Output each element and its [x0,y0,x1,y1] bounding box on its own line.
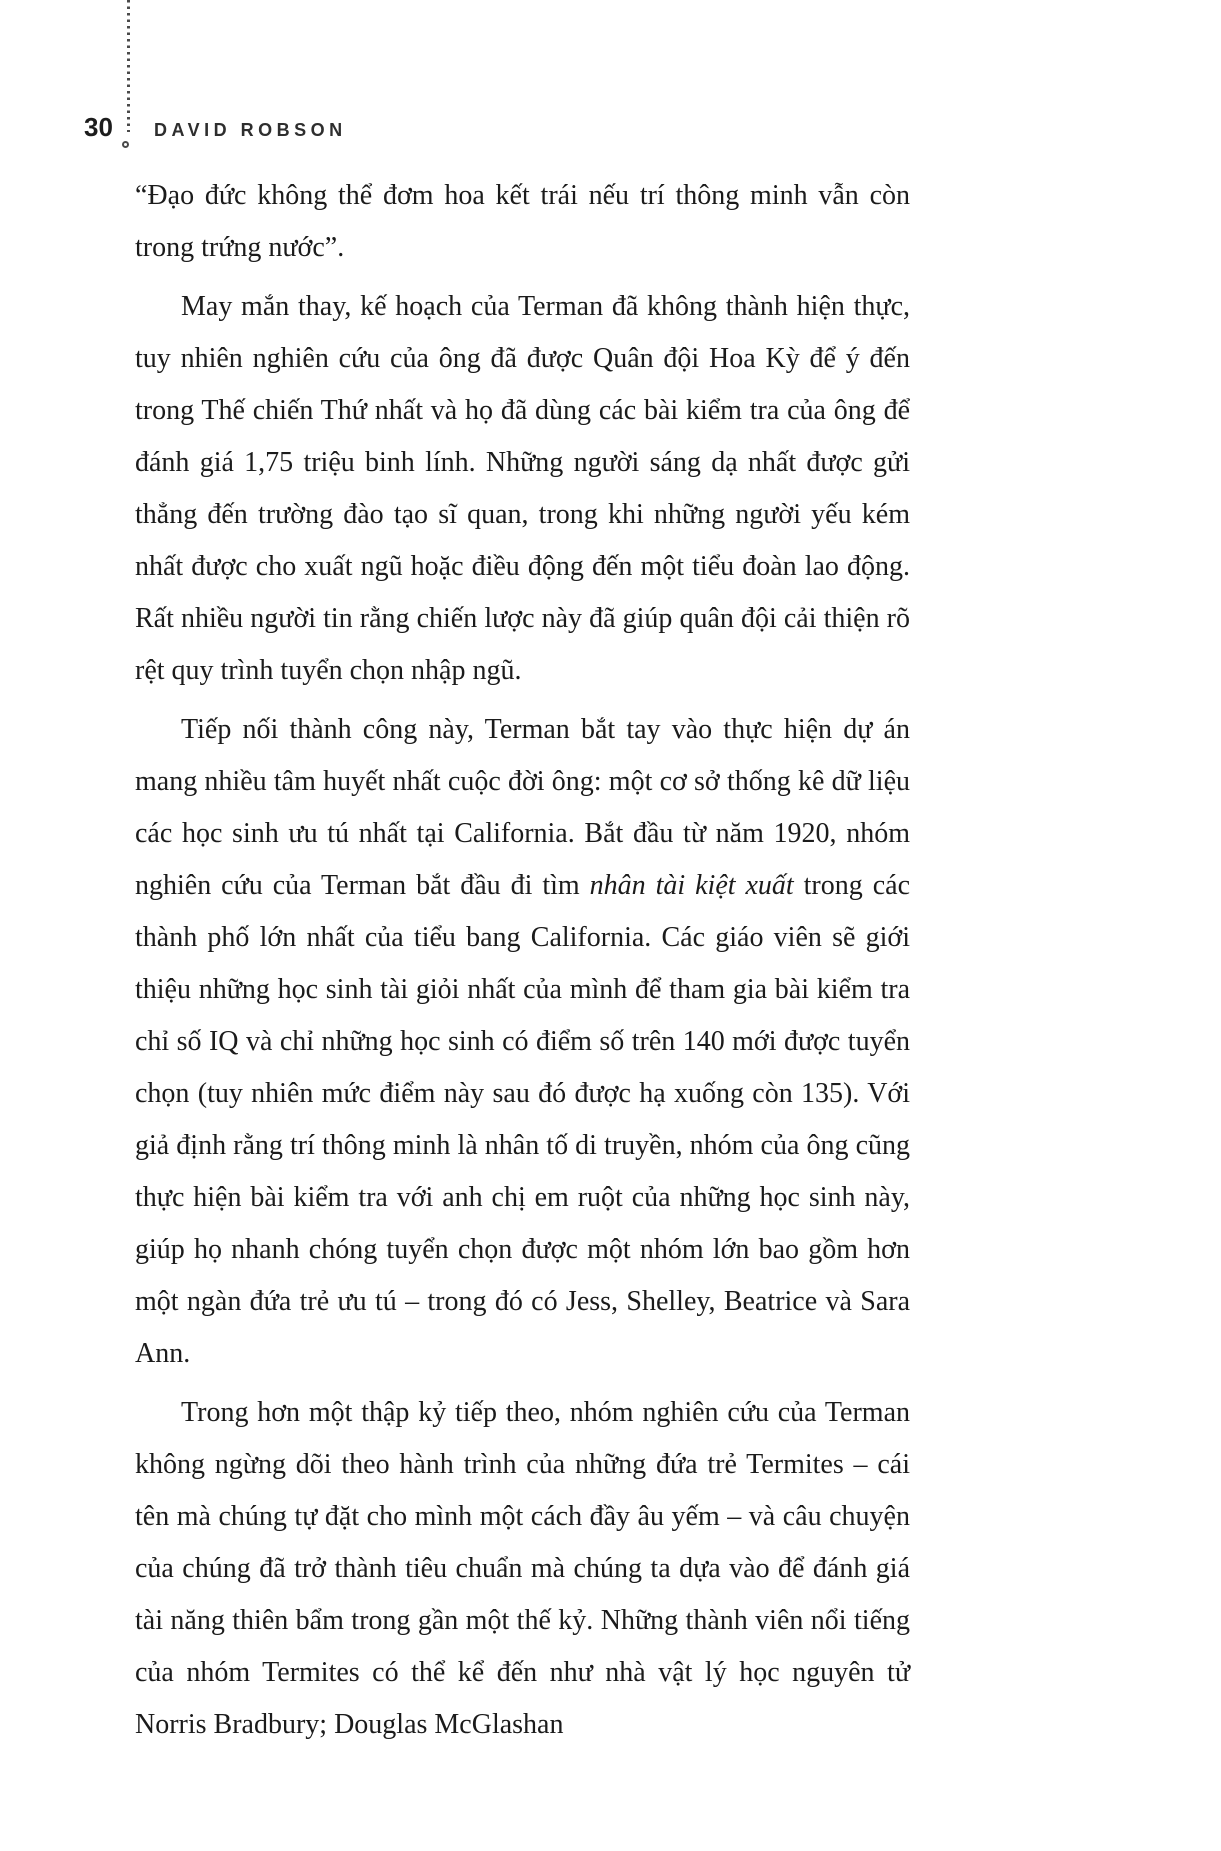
dotted-rule-ornament [127,0,130,132]
page-number: 30 [84,112,113,142]
paragraph [135,1387,910,1751]
text-column [135,170,910,1751]
paragraph [135,170,910,274]
paragraph [135,281,910,697]
italic-phrase: nhân tài kiệt xuất [589,870,794,901]
text-run: Trong hơn một thập kỷ tiếp theo, nhóm nghiên cứu của Terman không ngừng dõi theo hành trình của những đứa trẻ Termites – cái tên mà chúng tự đặt cho mình một cách đầy âu yếm – và câu chuyện của chúng đã trở thành tiêu chuẩn mà chúng ta dựa vào để đánh giá tài năng thiên bẩm trong gần một thế kỷ. Những thành viên nổi tiếng của nhóm Termites có thể kể đến như nhà vật lý học nguyên tử Norris Bradbury; Douglas McGlashan [135,1397,910,1740]
text-run: Tiếp nối thành công này, Terman bắt tay vào thực hiện dự án mang nhiều tâm huyết nhất cuộc đời ông: một cơ sở thống kê dữ liệu các học sinh ưu tú nhất tại California. Bắt đầu từ năm 1920, nhóm nghiên cứu của Terman bắt đầu đi tìm [135,714,910,901]
author-name: DAVID ROBSON [154,120,347,140]
text-run: May mắn thay, kế hoạch của Terman đã không thành hiện thực, tuy nhiên nghiên cứu của ông đã được Quân đội Hoa Kỳ để ý đến trong Thế chiến Thứ nhất và họ đã dùng các bài kiểm tra của ông để đánh giá 1,75 triệu binh lính. Những người sáng dạ nhất được gửi thẳng đến trường đào tạo sĩ quan, trong khi những người yếu kém nhất được cho xuất ngũ hoặc điều động đến một tiểu đoàn lao động. Rất nhiều người tin rằng chiến lược này đã giúp quân đội cải thiện rõ rệt quy trình tuyển chọn nhập ngũ. [135,291,910,686]
text-run: trong các thành phố lớn nhất của tiểu bang California. Các giáo viên sẽ giới thiệu những học sinh tài giỏi nhất của mình để tham gia bài kiểm tra chỉ số IQ và chỉ những học sinh có điểm số trên 140 mới được tuyển chọn (tuy nhiên mức điểm này sau đó được hạ xuống còn 135). Với giả định rằng trí thông minh là nhân tố di truyền, nhóm của ông cũng thực hiện bài kiểm tra với anh chị em ruột của những học sinh này, giúp họ nhanh chóng tuyển chọn được một nhóm lớn bao gồm hơn một ngàn đứa trẻ ưu tú – trong đó có Jess, Shelley, Beatrice và Sara Ann. [135,870,910,1369]
paragraph [135,704,910,1380]
circle-ornament [122,141,129,148]
text-run: “Đạo đức không thể đơm hoa kết trái nếu trí thông minh vẫn còn trong trứng nước”. [135,180,910,263]
page-body [135,170,910,1758]
